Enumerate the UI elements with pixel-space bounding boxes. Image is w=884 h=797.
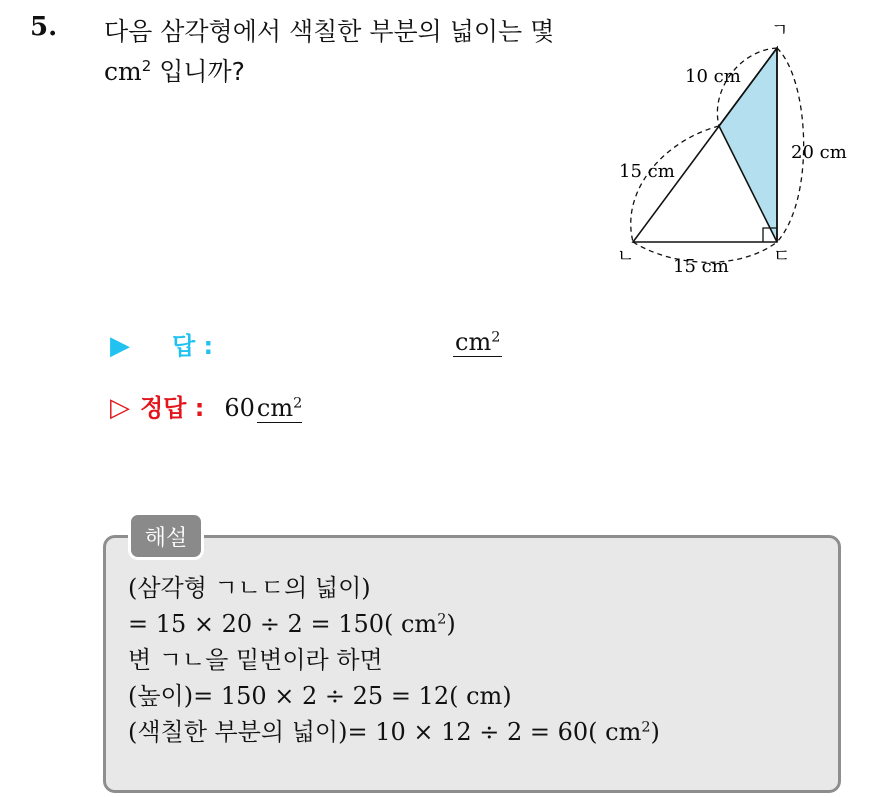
answer-unit: cm [455,328,492,356]
answer-blank[interactable] [453,328,502,357]
vertex-label-giyeok: ㄱ [771,20,789,41]
solution-line-5-close: ) [650,718,660,746]
solution-line-5-exponent: 2 [641,719,651,736]
correct-answer-unit: cm [256,394,294,422]
vertex-label-digeut: ㄷ [773,246,791,267]
edge-label-15cm-side: 15 cm [619,161,675,182]
edge-label-10cm: 10 cm [685,66,741,87]
edge-label-20cm: 20 cm [791,142,847,163]
answer-unit-exponent: 2 [491,329,501,346]
question-unit-exponent: 2 [141,57,152,75]
solution-tag: 해설 [128,512,204,560]
solution-line-5-text: (색칠한 부분의 넓이)= 10 × 12 ÷ 2 = 60( cm [128,718,642,746]
correct-answer-unit-wrap [257,394,302,423]
edge-label-15cm-base: 15 cm [673,256,729,277]
correct-marker-icon: ▷ [110,393,130,423]
solution-line-2-exponent: 2 [437,611,447,628]
solution-line-4: (높이)= 150 × 2 ÷ 25 = 12( cm) [128,682,512,710]
question-text [104,12,604,92]
question-line-2 [104,52,604,92]
solution-line-2-text: = 15 × 20 ÷ 2 = 150( cm [128,610,438,638]
triangle-diagram [605,20,865,280]
question-line-1: 다음 삼각형에서 색칠한 부분의 넓이는 몇 [104,17,555,46]
answer-row [110,326,213,361]
solution-line-2 [128,606,660,642]
vertex-label-nieun: ㄴ [617,246,635,267]
solution-line-1: (삼각형 ㄱㄴㄷ의 넓이) [128,574,371,602]
correct-answer-value: 60 [224,394,255,422]
answer-label: 답 : [172,332,214,360]
solution-line-3: 변 ㄱㄴ을 밑변이라 하면 [128,646,383,674]
question-number: 5. [30,12,58,42]
correct-answer-unit-exponent: 2 [293,395,303,412]
correct-answer-row [110,388,302,423]
question-line-2-rest: 입니까? [151,57,245,86]
correct-answer-label: 정답 : [140,394,205,422]
question-unit: cm [104,57,142,86]
solution-line-2-close: ) [446,610,456,638]
solution-line-5 [128,714,660,750]
solution-lines [128,570,660,750]
answer-marker-icon: ▶ [110,331,130,361]
